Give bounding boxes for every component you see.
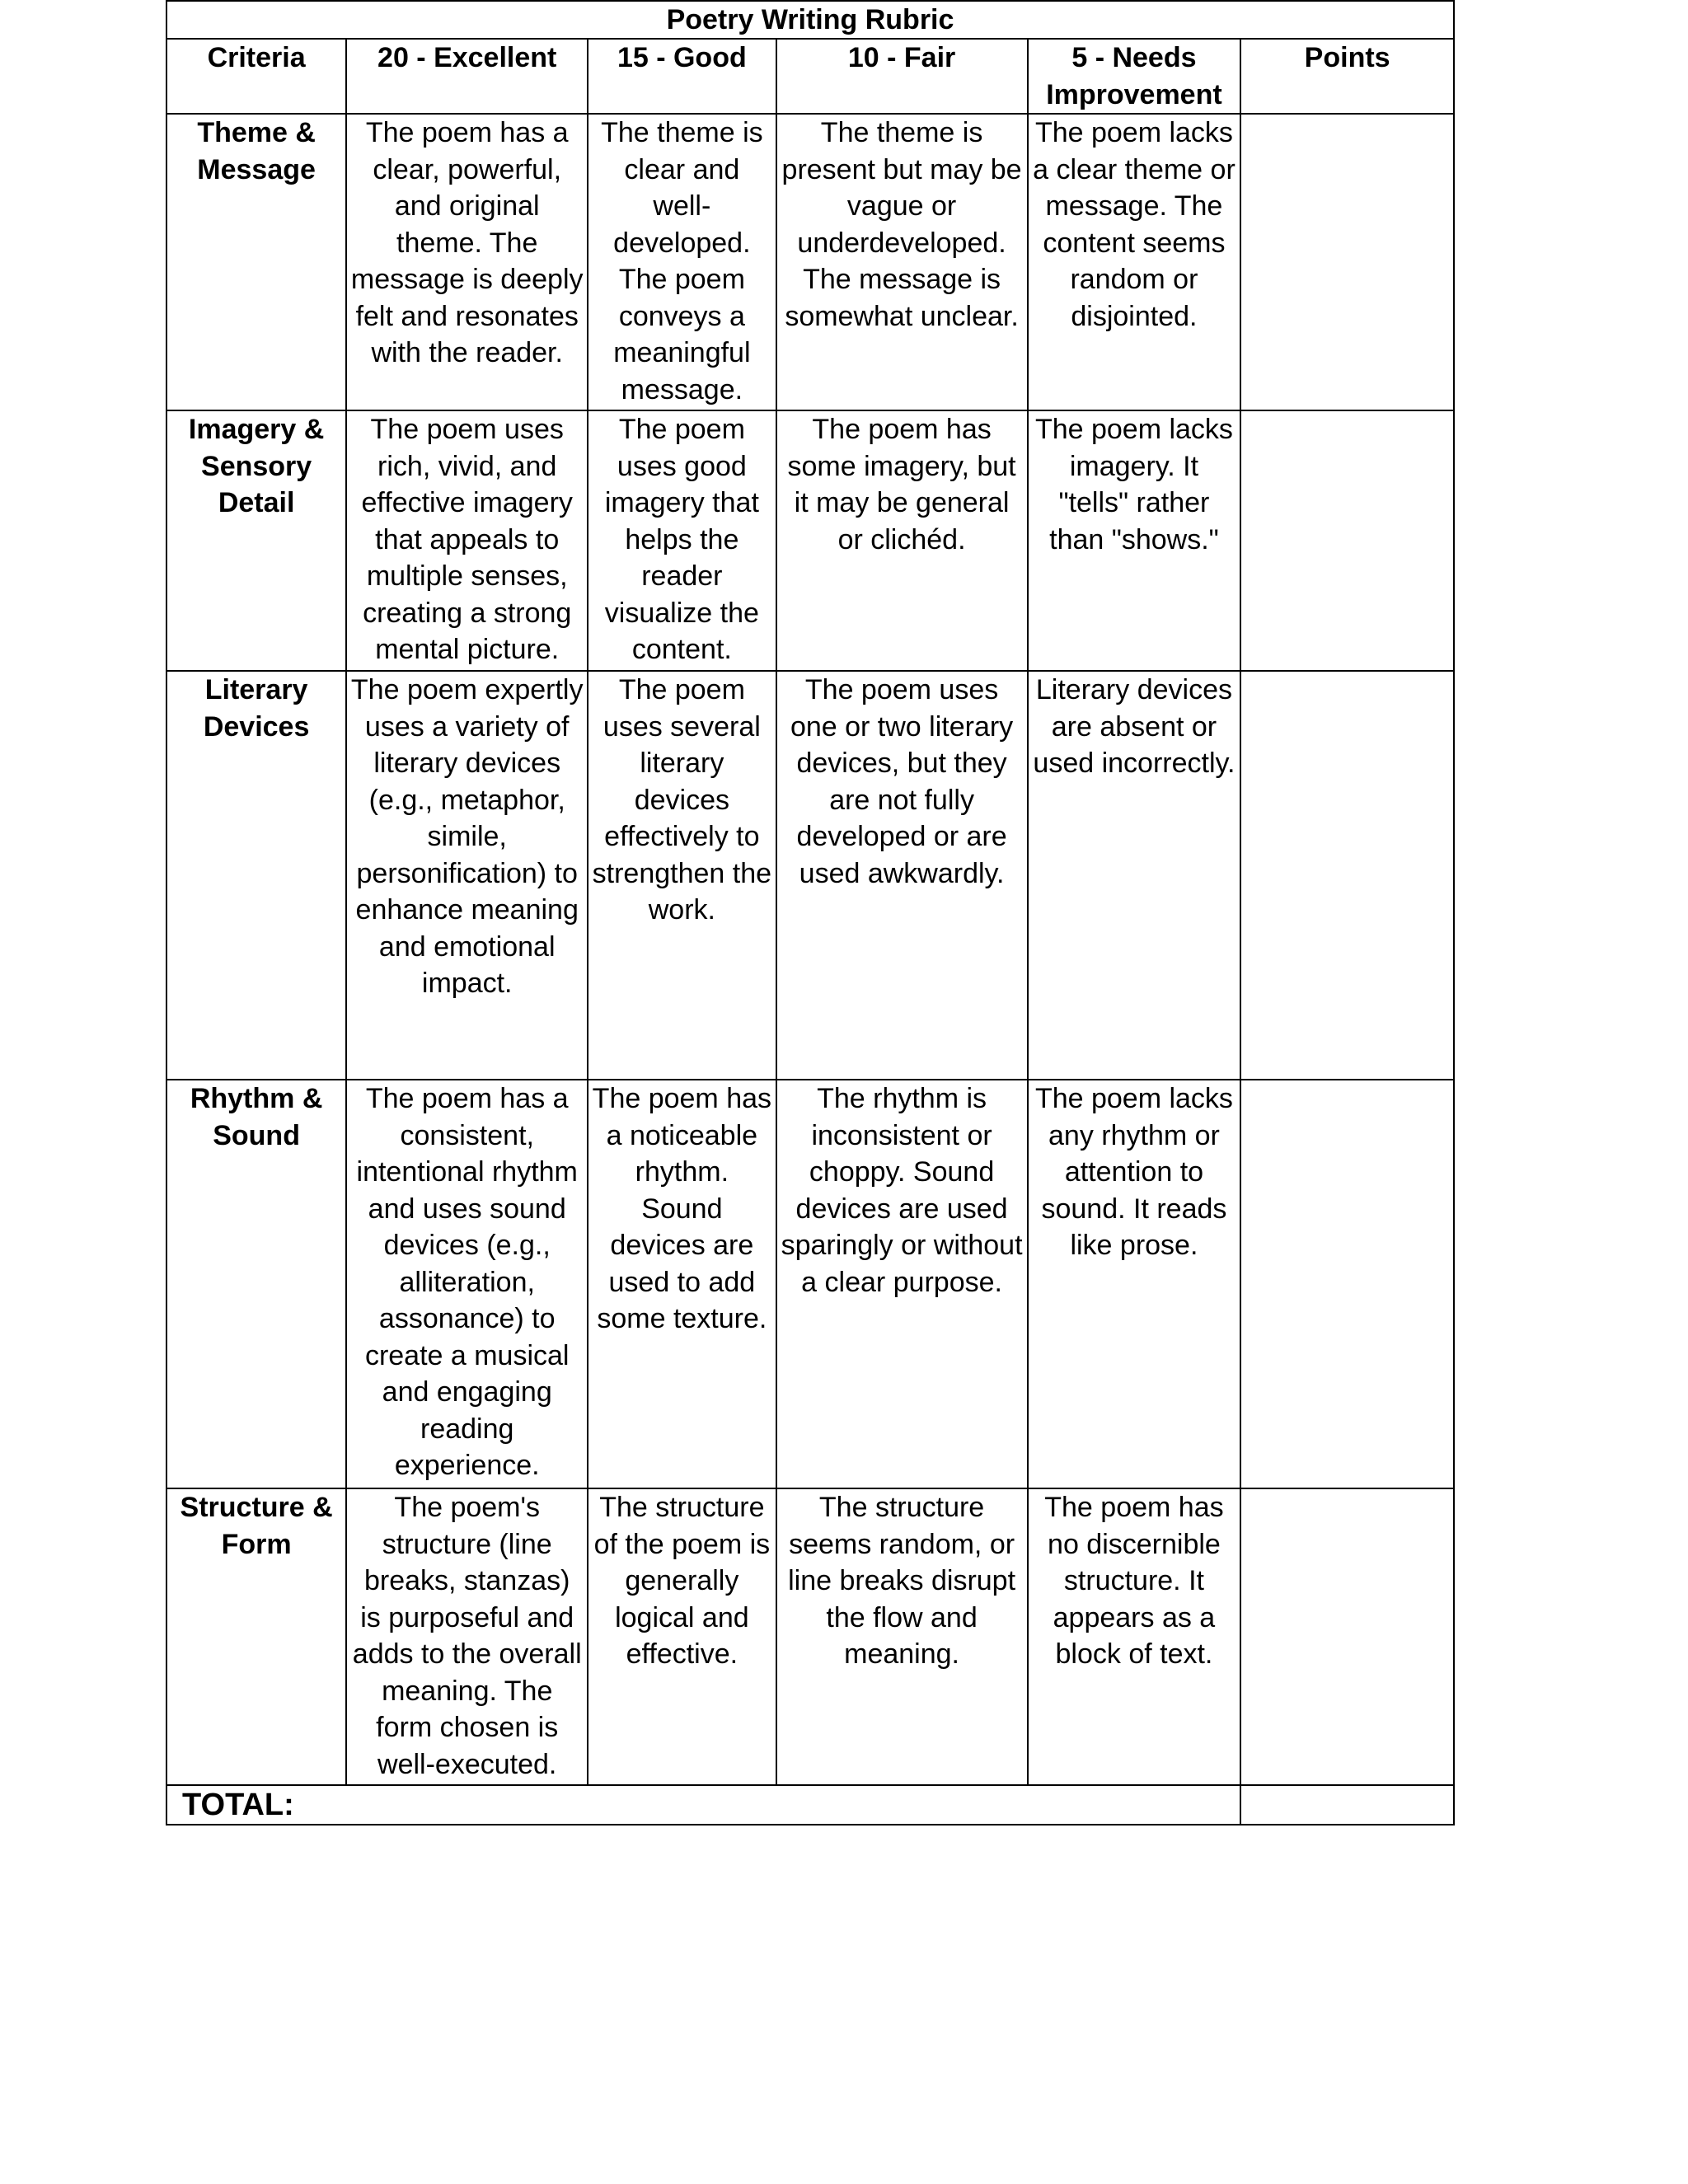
points-cell[interactable] [1240, 114, 1454, 410]
rubric-row [166, 410, 1454, 671]
criterion-label: Rhythm & Sound [166, 1080, 346, 1488]
total-points-cell[interactable] [1240, 1785, 1454, 1825]
points-cell[interactable] [1240, 410, 1454, 671]
good-cell: The structure of the poem is generally logical and effective. [588, 1488, 776, 1785]
fair-cell: The poem has some imagery, but it may be general or clichéd. [776, 410, 1028, 671]
rubric-title: Poetry Writing Rubric [166, 1, 1454, 39]
needs-improvement-cell: The poem lacks imagery. It "tells" rather than "shows." [1028, 410, 1241, 671]
header-fair: 10 - Fair [776, 39, 1028, 114]
good-cell: The poem uses good imagery that helps the reader visualize the content. [588, 410, 776, 671]
needs-improvement-cell: The poem lacks a clear theme or message. The content seems random or disjointed. [1028, 114, 1241, 410]
points-cell[interactable] [1240, 1488, 1454, 1785]
title-row [166, 1, 1454, 39]
points-cell[interactable] [1240, 671, 1454, 1080]
points-cell[interactable] [1240, 1080, 1454, 1488]
total-row [166, 1785, 1454, 1825]
criterion-label: Literary Devices [166, 671, 346, 1080]
header-good: 15 - Good [588, 39, 776, 114]
needs-improvement-cell: The poem has no discernible structure. It appears as a block of text. [1028, 1488, 1241, 1785]
fair-cell: The theme is present but may be vague or underdeveloped. The message is somewhat unclear. [776, 114, 1028, 410]
header-points: Points [1240, 39, 1454, 114]
rubric-table [166, 0, 1455, 1825]
header-excellent: 20 - Excellent [346, 39, 588, 114]
fair-cell: The structure seems random, or line breaks disrupt the flow and meaning. [776, 1488, 1028, 1785]
header-criteria: Criteria [166, 39, 346, 114]
rubric-row [166, 114, 1454, 410]
excellent-cell: The poem uses rich, vivid, and effective imagery that appeals to multiple senses, creating a strong mental picture. [346, 410, 588, 671]
fair-cell: The poem uses one or two literary devices, but they are not fully developed or are used awkwardly. [776, 671, 1028, 1080]
fair-cell: The rhythm is inconsistent or choppy. Sound devices are used sparingly or without a clear purpose. [776, 1080, 1028, 1488]
criterion-label: Imagery & Sensory Detail [166, 410, 346, 671]
good-cell: The poem has a noticeable rhythm. Sound devices are used to add some texture. [588, 1080, 776, 1488]
header-row [166, 39, 1454, 114]
total-label: TOTAL: [166, 1785, 1240, 1825]
excellent-cell: The poem has a consistent, intentional rhythm and uses sound devices (e.g., alliteration, assonance) to create a musical and engaging reading experience. [346, 1080, 588, 1488]
criterion-label: Theme & Message [166, 114, 346, 410]
rubric-row [166, 671, 1454, 1080]
needs-improvement-cell: Literary devices are absent or used incorrectly. [1028, 671, 1241, 1080]
criterion-label: Structure & Form [166, 1488, 346, 1785]
good-cell: The theme is clear and well-developed. The poem conveys a meaningful message. [588, 114, 776, 410]
rubric-row [166, 1080, 1454, 1488]
excellent-cell: The poem has a clear, powerful, and original theme. The message is deeply felt and resonates with the reader. [346, 114, 588, 410]
excellent-cell: The poem's structure (line breaks, stanzas) is purposeful and adds to the overall meaning. The form chosen is well-executed. [346, 1488, 588, 1785]
rubric-row [166, 1488, 1454, 1785]
excellent-cell: The poem expertly uses a variety of literary devices (e.g., metaphor, simile, personification) to enhance meaning and emotional impact. [346, 671, 588, 1080]
header-needs-improvement: 5 - Needs Improvement [1028, 39, 1241, 114]
good-cell: The poem uses several literary devices effectively to strengthen the work. [588, 671, 776, 1080]
needs-improvement-cell: The poem lacks any rhythm or attention to sound. It reads like prose. [1028, 1080, 1241, 1488]
